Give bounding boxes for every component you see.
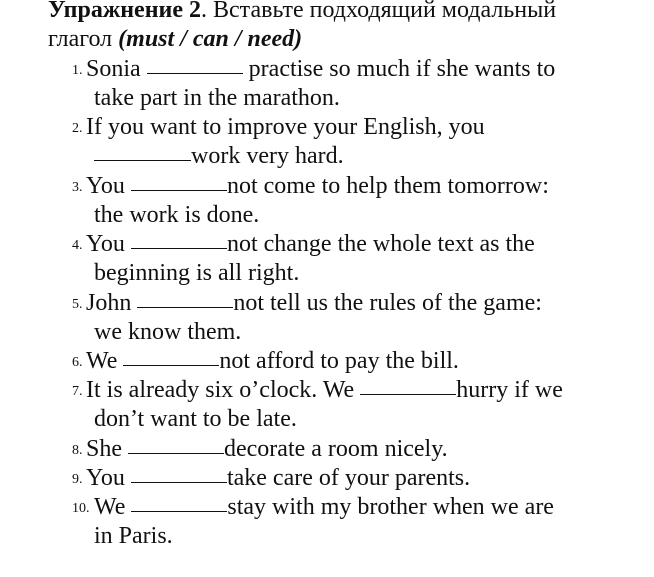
item-text: It is already six o’clock. We (86, 377, 361, 403)
item-line (94, 522, 173, 551)
item-number: 5. (72, 297, 83, 312)
item-number: 4. (72, 238, 83, 253)
item-line (86, 172, 549, 201)
item-number: 6. (72, 355, 83, 370)
item-line (86, 55, 555, 84)
answer-blank[interactable] (131, 462, 227, 483)
list-item (0, 230, 654, 288)
heading-line-2 (48, 25, 648, 54)
exercise-instruction: . Вставьте подходящий модальный (201, 0, 557, 23)
item-text: We (94, 494, 132, 520)
item-text: John (86, 290, 138, 316)
answer-blank[interactable] (137, 287, 233, 308)
answer-blank[interactable] (94, 140, 191, 161)
item-text: You (86, 465, 131, 491)
item-text: If you want to improve your English, you (86, 114, 485, 140)
modal-verb-options: (must / can / need) (118, 26, 303, 52)
item-text: don’t want to be late. (94, 406, 297, 432)
item-text: practise so much if she wants to (242, 56, 556, 82)
list-item (0, 435, 654, 464)
list-item (0, 493, 654, 551)
item-text: She (86, 436, 128, 462)
item-text: not change the whole text as the (226, 231, 535, 257)
list-item (0, 464, 654, 493)
item-line (94, 493, 554, 522)
item-text: Sonia (86, 56, 147, 82)
list-item (0, 289, 654, 347)
item-line (86, 376, 563, 405)
item-number: 8. (72, 443, 83, 458)
item-text: decorate a room nicely. (224, 436, 448, 462)
item-text: work very hard. (191, 143, 344, 169)
item-number: 7. (72, 384, 83, 399)
item-line (86, 113, 485, 142)
item-line (94, 84, 340, 113)
item-number: 1. (72, 63, 83, 78)
answer-blank[interactable] (123, 345, 219, 366)
item-text: take care of your parents. (226, 465, 471, 491)
answer-blank[interactable] (131, 228, 227, 249)
exercise-title: Упражнение 2 (48, 0, 202, 23)
answer-blank[interactable] (128, 433, 224, 454)
item-line (94, 259, 299, 288)
item-line (86, 464, 470, 493)
item-number: 3. (72, 180, 83, 195)
item-text: we know them. (94, 319, 242, 345)
item-text: You (86, 231, 131, 257)
item-line (94, 318, 241, 347)
item-text: not afford to pay the bill. (219, 348, 459, 374)
item-text: You (86, 173, 131, 199)
exercise-heading (48, 0, 648, 54)
item-number: 9. (72, 472, 83, 487)
item-line (94, 142, 344, 171)
item-text: stay with my brother when we are (227, 494, 554, 520)
item-text: the work is done. (94, 202, 260, 228)
item-line (86, 347, 459, 376)
list-item (0, 55, 654, 113)
item-text: We (86, 348, 124, 374)
item-text: take part in the marathon. (94, 85, 340, 111)
item-line (86, 289, 542, 318)
list-item (0, 113, 654, 171)
item-text: not tell us the rules of the game: (233, 290, 542, 316)
item-text: hurry if we (456, 377, 563, 403)
item-number: 2. (72, 121, 83, 136)
answer-blank[interactable] (147, 53, 243, 74)
list-item (0, 376, 654, 434)
list-item (0, 347, 654, 376)
item-text: in Paris. (94, 523, 173, 549)
item-number: 10. (72, 501, 90, 516)
item-text: beginning is all right. (94, 260, 300, 286)
answer-blank[interactable] (131, 170, 227, 191)
answer-blank[interactable] (360, 374, 456, 395)
item-line (94, 405, 297, 434)
heading-line-1 (48, 0, 648, 25)
answer-blank[interactable] (131, 491, 227, 512)
item-text: not come to help them tomorrow: (226, 173, 549, 199)
item-line (86, 435, 448, 464)
item-line (94, 201, 259, 230)
instruction-continued: глагол (48, 26, 119, 52)
item-line (86, 230, 535, 259)
list-item (0, 172, 654, 230)
